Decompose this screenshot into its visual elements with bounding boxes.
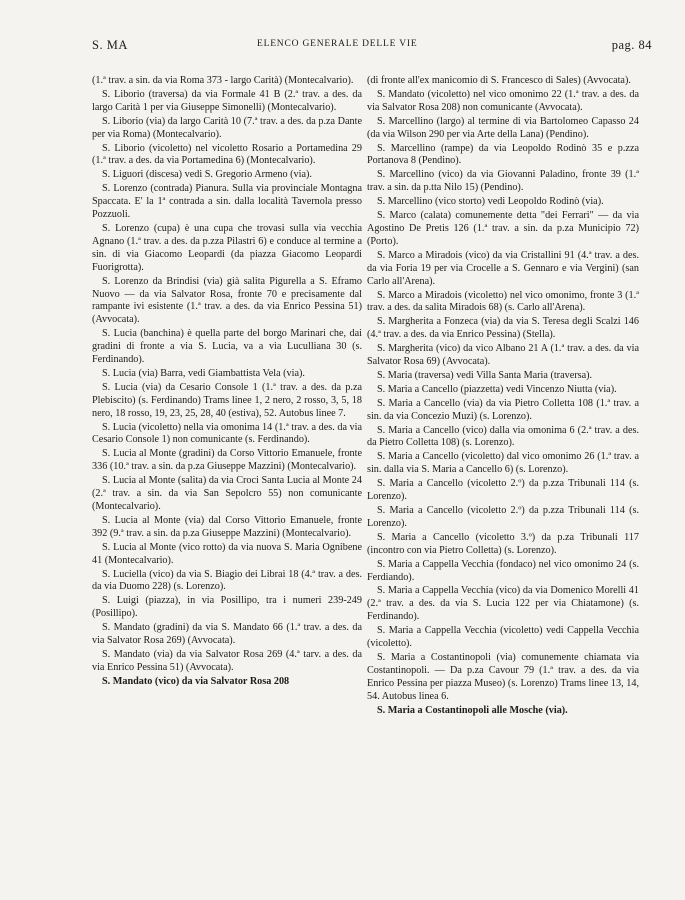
- street-entry: S. Maria a Cancello (piazzetta) vedi Vincenzo Niutta (via).: [377, 383, 617, 395]
- street-entry: S. Maria a Cancello (vicoletto 2.º) da p.zza Tribunali 114 (s. Lorenzo).: [367, 505, 639, 529]
- street-entry: S. Marcellino (vico) da via Giovanni Paladino, fronte 39 (1.ª trav. a sin. da p.tta Nilo 15) (Pendino).: [367, 169, 639, 194]
- street-entry: S. Maria a Costantinopoli alle Mosche (via).: [377, 704, 568, 716]
- street-entry: S. Mandato (vico) da via Salvator Rosa 208: [102, 675, 290, 687]
- street-entry: S. Maria a Cancello (vicoletto 2.º) da p.zza Tribunali 114 (s. Lorenzo).: [367, 478, 639, 503]
- street-entry: (1.ª trav. a sin. da via Roma 373 - largo Carità) (Montecalvario).: [92, 75, 354, 86]
- street-entry: S. Lucia al Monte (salita) da via Croci Santa Lucia al Monte 24 (2.ª trav. a sin. da via San Sepolcro 55) non comunicante (Montecalvario).: [92, 475, 362, 512]
- street-entry: S. Marco (calata) comunemente detta "dei Ferrari" — da via Agostino De Pretis 126 (1.ª trav. a sin. da p.za Municipio 72) (Porto).: [367, 210, 639, 247]
- street-entry: S. Lucia al Monte (vico rotto) da via nuova S. Maria Ognibene 41 (Montecalvario).: [92, 541, 362, 566]
- street-entry: S. Lucia (vicoletto) nella via omonima 14 (1.ª trav. a des. da via Cesario Console 1) non comunicante (s. Ferdinando).: [92, 421, 362, 446]
- page-header: [92, 38, 652, 58]
- street-entry: S. Mandato (via) da via Salvator Rosa 269 (4.ª tarv. a des. da via Enrico Pessina 51) (Avvocata).: [92, 648, 362, 673]
- street-entry: S. Maria a Cancello (vico) dalla via omonima 6 (2.ª trav. a des. da Pietro Colletta 108) (s. Lorenzo).: [367, 424, 639, 449]
- street-entry: S. Marco a Miradois (vico) da via Cristallini 91 (4.ª trav. a des. da via Foria 19 per via Crocelle a S. Gennaro e via Vergini) (san Carlo all'Arena).: [367, 249, 639, 287]
- street-entry: S. Marcellino (largo) al termine di via Bartolomeo Capasso 24 (da via Wilson 290 per via Arte della Lana) (Pendino).: [367, 115, 639, 140]
- street-entry: S. Liguori (discesa) vedi S. Gregorio Armeno (via).: [102, 169, 312, 181]
- street-entry: S. Lorenzo (cupa) è una cupa che trovasi sulla via vecchia Agnano (1.ª trav. a des. da p.zza Pilastri 6) e conduce al termine a sin. di via Giacomo Leopardi (da piazza Giacomo Leopardi Fuorigrotta).: [92, 222, 362, 273]
- header-section-label: S. MA: [92, 38, 128, 52]
- street-entry: S. Maria a Cancello (via) da via Pietro Colletta 108 (1.ª trav. a sin. da via Concezio Muzi) (s. Lorenzo).: [367, 397, 639, 422]
- street-entry: S. Liborio (vicoletto) nel vicoletto Rosario a Portamedina 29 (1.ª trav. a des. da via Portamedina 6) (Montecalvario).: [92, 142, 362, 167]
- street-entry: S. Marco a Miradois (vicoletto) nel vico omonimo, fronte 3 (1.ª trav. a des. da salita Miradois 68) (s. Carlo all'Arena).: [367, 289, 639, 314]
- street-entry: S. Maria a Cappella Vecchia (vico) da via Domenico Morelli 41 (2.ª trav. a des. da via S. Lucia 122 per via Chiatamone) (s. Ferdinando).: [367, 585, 639, 623]
- street-entry: S. Marcellino (vico storto) vedi Leopoldo Rodinò (via).: [377, 196, 604, 208]
- left-column: [92, 75, 362, 690]
- street-entry: S. Maria (traversa) vedi Villa Santa Maria (traversa).: [377, 369, 593, 381]
- street-entry: S. Mandato (vicoletto) nel vico omonimo 22 (1.ª trav. a des. da via Salvator Rosa 208) non comunicante (Avvocata).: [367, 88, 639, 113]
- right-column: [367, 75, 639, 719]
- street-entry: S. Maria a Cappella Vecchia (vicoletto) vedi Cappella Vecchia (vicoletto).: [367, 625, 639, 650]
- street-entry: S. Luciella (vico) da via S. Biagio dei Librai 18 (4.ª trav. a des. da via Duomo 228) (s. Lorenzo).: [92, 568, 362, 593]
- street-entry: S. Mandato (gradini) da via S. Mandato 66 (1.ª trav. a des. da via Salvator Rosa 269) (Avvocata).: [92, 622, 362, 647]
- street-entry: S. Maria a Cappella Vecchia (fondaco) nel vico omonimo 24 (s. Ferdiando).: [367, 558, 639, 583]
- street-entry: S. Lucia (banchina) è quella parte del borgo Marinari che, dai gradini di fronte a via S. Lucia, va a via Luculliana 30 (s. Ferdinando).: [92, 328, 362, 366]
- street-entry: S. Margherita a Fonzeca (via) da via S. Teresa degli Scalzi 146 (4.ª trav. a des. da via Enrico Pessina) (Stella).: [367, 316, 639, 341]
- header-title: ELENCO GENERALE DELLE VIE: [257, 39, 418, 49]
- street-entry: S. Liborio (via) da largo Carità 10 (7.ª trav. a des. da p.za Dante per via Roma) (Montecalvario).: [92, 115, 362, 140]
- street-entry: S. Maria a Cancello (vicoletto) dal vico omonimo 26 (1.ª trav. a sin. dalla via S. Maria a Cancello 6) (s. Lorenzo).: [367, 451, 639, 476]
- street-entry: S. Liborio (traversa) da via Formale 41 B (2.ª trav. a des. da largo Carità 1 per via Giuseppe Simonelli) (Montecalvario).: [92, 88, 362, 113]
- street-entry: S. Marcellino (rampe) da via Leopoldo Rodinò 35 e p.zza Portanova 8 (Pendino).: [367, 142, 639, 167]
- street-entry: S. Lorenzo da Brindisi (via) già salita Pigurella a S. Eframo Nuovo — da via Salvator Rosa, fronte 70 e precisamente dal rampante ivi esistente (1.ª trav. a des. da via Enrico Pessina 51) (Avvocata).: [92, 275, 362, 326]
- street-entry: S. Lucia (via) da Cesario Console 1 (1.ª trav. a des. da p.za Plebiscito) (s. Ferdinando) Trams linee 1, 2 nero, 2 rosso, 3, 5, 18 nero, 18 rosso, 19, 23, 25, 28, 40 (estiva), 52. Autobus linee 7.: [92, 381, 362, 419]
- street-entry: S. Lucia (via) Barra, vedi Giambattista Vela (via).: [102, 367, 305, 379]
- street-entry: S. Maria a Costantinopoli (via) comunemente chiamata via Costantinopoli. — Da p.za Cavour 79 (1.ª trav. a des. da via Enrico Pessina per piazza Museo) (s. Lorenzo) Trams linee 13, 14, 54. Autobus linea 6.: [367, 651, 639, 702]
- street-entry: (di fronte all'ex manicomio di S. Francesco di Sales) (Avvocata).: [367, 75, 631, 86]
- street-entry: S. Lucia al Monte (via) dal Corso Vittorio Emanuele, fronte 392 (9.ª trav. a sin. da p.za Giuseppe Mazzini) (Montecalvario).: [92, 514, 362, 539]
- street-entry: S. Luigi (piazza), in via Posillipo, tra i numeri 239-249 (Posillipo).: [92, 595, 362, 620]
- street-entry: S. Lorenzo (contrada) Pianura. Sulla via provinciale Montagna Spaccata. E' la 1ª contrada a sin. dalla località Tavernola presso Pozzuoli.: [92, 183, 362, 221]
- street-entry: S. Maria a Cancello (vicoletto 3.º) da p.za Tribunali 117 (incontro con via Pietro Colletta) (s. Lorenzo).: [367, 531, 639, 556]
- page-number: pag. 84: [611, 38, 652, 52]
- street-entry: S. Lucia al Monte (gradini) da Corso Vittorio Emanuele, fronte 336 (10.ª trav. a sin. da p.za Giuseppe Mazzini) (Montecalvario).: [92, 448, 362, 473]
- street-entry: S. Margherita (vico) da vico Albano 21 A (1.ª trav. a des. da via Salvator Rosa 69) (Avvocata).: [367, 343, 639, 368]
